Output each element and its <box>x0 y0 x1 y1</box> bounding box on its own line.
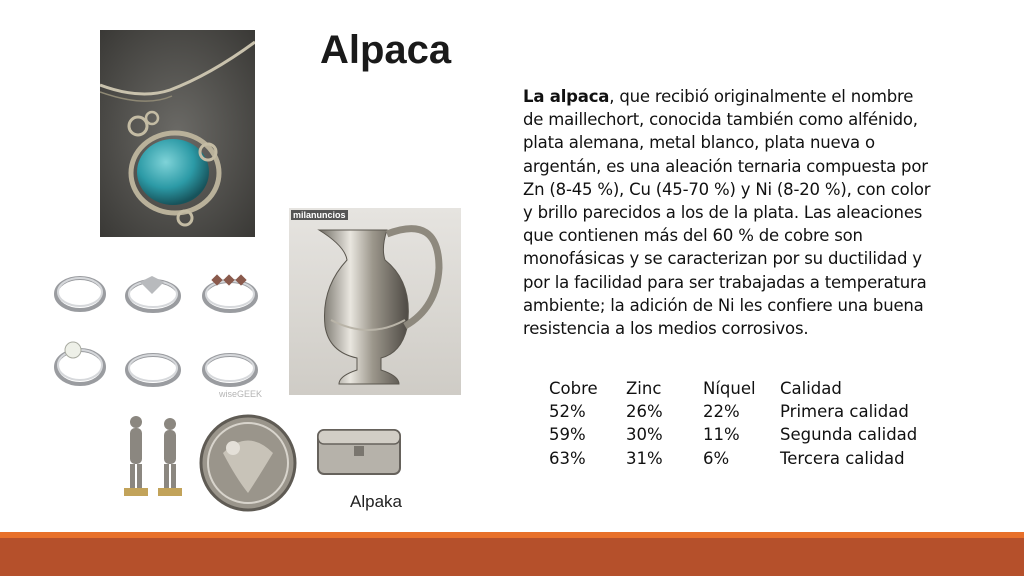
alpaca-items-collage <box>108 408 412 518</box>
table-cell: 6% <box>703 448 730 468</box>
table-cell: Tercera calidad <box>780 448 905 468</box>
jug-photo <box>289 208 461 395</box>
table-cell: 11% <box>703 425 740 445</box>
table-cell: 26% <box>626 402 663 422</box>
slide-title: Alpaca <box>320 28 452 72</box>
header-niquel: Níquel <box>703 379 756 399</box>
rings-watermark: wiseGEEK <box>219 389 263 399</box>
table-header-row <box>549 377 920 400</box>
header-zinc: Zinc <box>626 379 662 399</box>
header-cobre: Cobre <box>549 379 598 399</box>
table-cell: 31% <box>626 448 663 468</box>
description-text: , que recibió originalmente el nombre de maillechort, conocida también como alfénido, plata alemana, metal blanco, plata nueva o argentán, es una aleación ternaria compuesta por Zn (8-45 %), Cu (45-70 %) y Ni (8-20 %), con color y brillo parecidos a los de la plata. Las aleaciones que contienen más del 60 % de cobre son monofásicas y se caracterizan por su ductilidad y por la facilidad para ser trabajadas a temperatura ambiente; la adición de Ni les confiere una buena resistencia a los medios corrosivos. <box>523 87 931 339</box>
table-cell: 30% <box>626 425 663 445</box>
alloy-description <box>523 85 933 340</box>
table-cell: Segunda calidad <box>780 425 918 445</box>
pendant-photo <box>100 30 255 237</box>
table-cell: 63% <box>549 448 586 468</box>
collage-caption: Alpaka <box>350 492 402 511</box>
table-row <box>549 423 920 446</box>
table-cell: 59% <box>549 425 586 445</box>
table-row <box>549 400 920 423</box>
composition-table <box>549 377 920 470</box>
table-cell: 52% <box>549 402 586 422</box>
footer-band <box>0 538 1024 576</box>
table-cell: Primera calidad <box>780 402 909 422</box>
jug-watermark: milanuncios <box>293 210 346 220</box>
header-calidad: Calidad <box>780 379 842 399</box>
intro-bold-term: La alpaca <box>523 87 610 106</box>
table-cell: 22% <box>703 402 740 422</box>
table-row <box>549 447 920 470</box>
rings-photo <box>45 262 270 402</box>
